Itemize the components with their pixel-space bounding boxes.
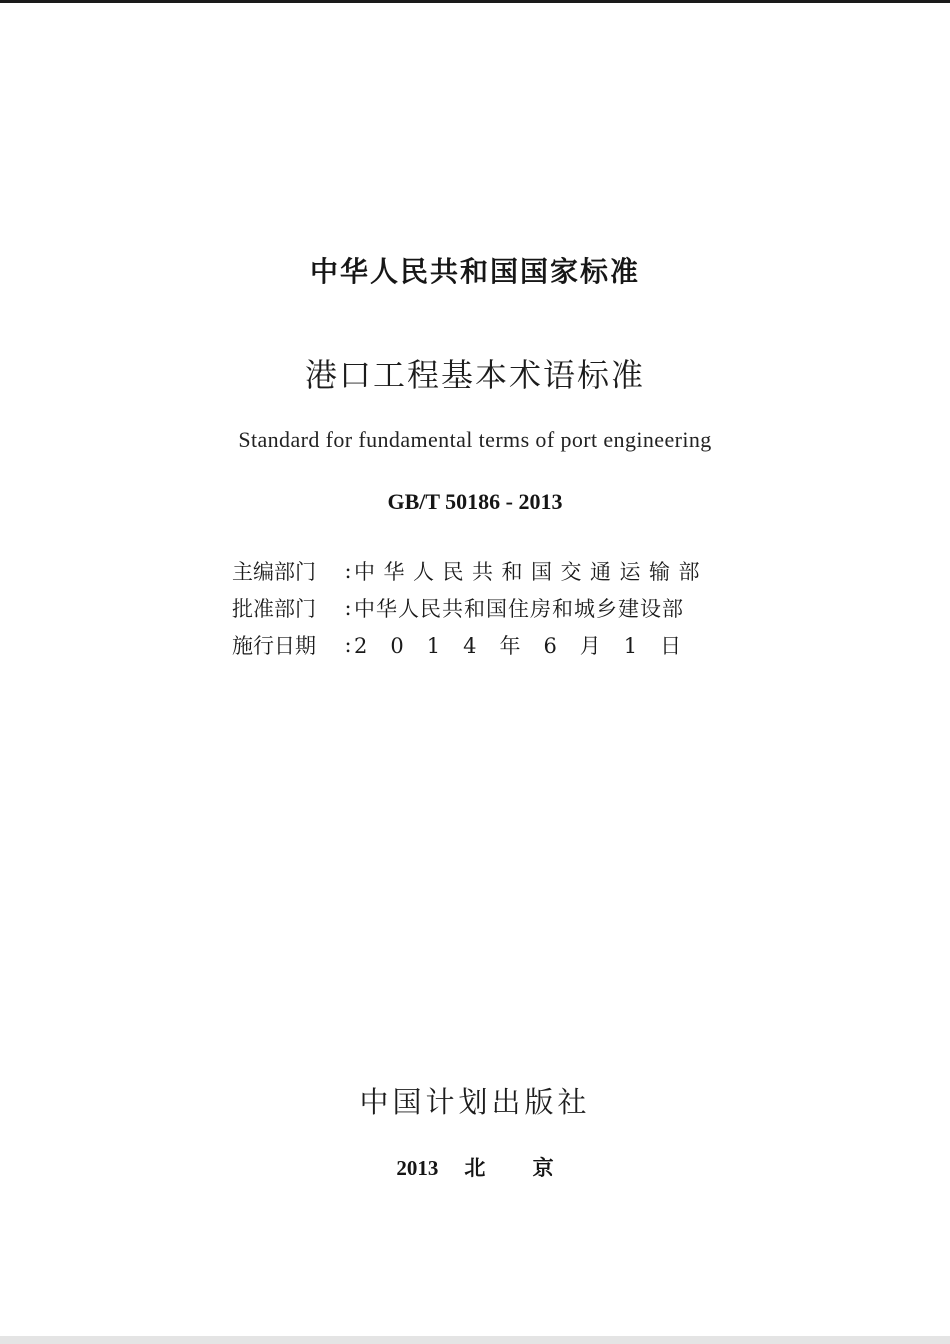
metadata-colon: : <box>344 595 352 620</box>
standard-series-heading: 中华人民共和国国家标准 <box>309 255 640 288</box>
publication-city: 北 京 <box>464 1156 554 1180</box>
metadata-row-approving-department <box>232 589 722 626</box>
publication-year-and-place <box>0 1152 950 1182</box>
top-border-line <box>0 0 950 3</box>
publication-year: 2013 <box>396 1156 439 1180</box>
metadata-label: 施行日期 <box>232 633 316 658</box>
document-title-english: Standard for fundamental terms of port engineering <box>238 427 712 452</box>
metadata-row-chief-editor <box>232 552 722 589</box>
metadata-colon: : <box>344 632 352 657</box>
metadata-value: 中华人民共和国住房和城乡建设部 <box>354 596 684 621</box>
metadata-block <box>232 552 722 663</box>
document-title-chinese: 港口工程基本术语标准 <box>304 356 645 394</box>
bottom-scroll-band <box>0 1336 950 1344</box>
metadata-value: 中华人民共和国交通运输部 <box>354 559 708 584</box>
metadata-label: 批准部门 <box>232 596 316 621</box>
metadata-colon: : <box>344 558 352 583</box>
metadata-value: 2014年6月1日 <box>354 633 705 658</box>
standard-code: GB/T 50186 - 2013 <box>387 489 563 514</box>
metadata-row-effective-date <box>232 626 722 663</box>
metadata-label: 主编部门 <box>232 559 316 584</box>
publisher-name: 中国计划出版社 <box>359 1085 591 1119</box>
